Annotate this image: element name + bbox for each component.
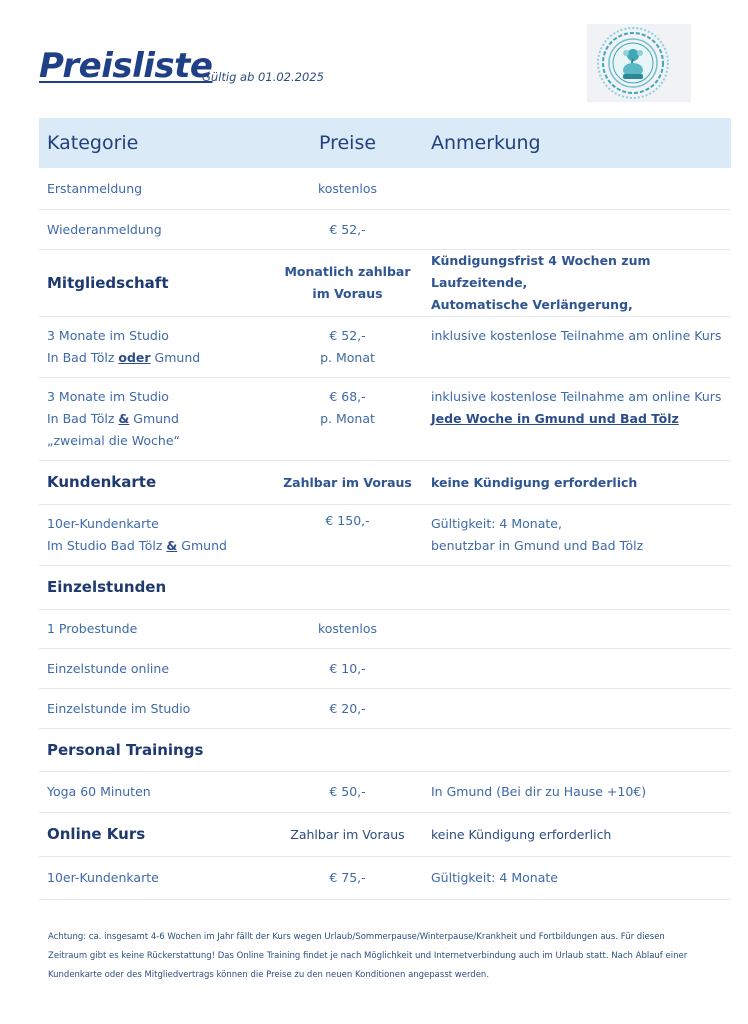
row-price: € 52,- [272,209,423,249]
row-category [39,316,272,377]
header-note: Anmerkung [423,118,731,168]
emphasis-text: & [118,410,130,426]
page-title: Preisliste [39,46,213,86]
table-row [39,771,731,812]
price-line: p. Monat [320,349,375,365]
row-category: Erstanmeldung [39,168,272,209]
category-line: 3 Monate im Studio [47,388,169,404]
category-line: „zweimal die Woche“ [47,432,181,448]
note-line: benutzbar in Gmund und Bad Tölz [431,537,644,553]
section-note: keine Kündigung erforderlich [423,460,731,504]
row-note: Gültigkeit: 4 Monate [423,856,731,899]
category-line: 3 Monate im Studio [47,327,169,343]
note-line: inklusive kostenlose Teilnahme am online Kurs [431,327,722,343]
section-row-einzelstunden [39,565,731,609]
section-label: Kundenkarte [39,460,272,504]
table-row [39,377,731,460]
row-note [423,316,731,377]
row-note [423,377,731,460]
table-row [39,856,731,899]
row-price: € 150,- [272,504,423,565]
row-price [272,316,423,377]
price-table [39,118,731,900]
note-link-text: Jede Woche in Gmund und Bad Tölz [431,410,679,426]
row-price: kostenlos [272,609,423,648]
category-text: Gmund [150,349,201,365]
section-price: Zahlbar im Voraus [272,460,423,504]
row-category: Einzelstunde im Studio [39,688,272,728]
section-label: Einzelstunden [39,565,272,609]
section-row-personal-trainings [39,728,731,771]
section-price [272,249,423,316]
category-text: Im Studio Bad Tölz [47,537,167,553]
row-price: kostenlos [272,168,423,209]
emphasis-text: & [166,537,178,553]
category-line: 10er-Kundenkarte [47,515,159,531]
row-price: € 50,- [272,771,423,812]
table-row [39,609,731,648]
row-price: € 20,- [272,688,423,728]
row-price: € 10,- [272,648,423,688]
category-line [47,535,264,557]
price-line: Monatlich zahlbar [284,263,411,279]
price-line: p. Monat [320,410,375,426]
section-row-online-kurs [39,812,731,856]
category-line [47,408,264,430]
price-line: € 68,- [329,388,366,404]
category-line [47,347,264,369]
table-header [39,118,731,168]
section-note [423,249,731,316]
table-row [39,168,731,209]
row-price: € 75,- [272,856,423,899]
row-category: Einzelstunde online [39,648,272,688]
row-category: 10er-Kundenkarte [39,856,272,899]
emphasis-text: oder [118,349,151,365]
price-line: € 52,- [329,327,366,343]
note-line: Kündigungsfrist 4 Wochen zum Laufzeitende, [431,252,651,290]
ganesha-mandala-icon [587,24,691,102]
category-text: In Bad Tölz [47,349,119,365]
price-line: im Voraus [312,285,383,301]
row-category [39,377,272,460]
section-row-mitgliedschaft [39,249,731,316]
table-row [39,209,731,249]
row-category: 1 Probestunde [39,609,272,648]
studio-logo [587,24,691,102]
section-label: Online Kurs [39,812,272,856]
row-note: In Gmund (Bei dir zu Hause +10€) [423,771,731,812]
table-row [39,688,731,728]
note-line: Gültigkeit: 4 Monate, [431,515,562,531]
category-text: In Bad Tölz [47,410,119,426]
valid-from-date: Gültig ab 01.02.2025 [202,70,324,84]
row-price [272,377,423,460]
table-row [39,316,731,377]
footer-notice: Achtung: ca. insgesamt 4-6 Wochen im Jahr fällt der Kurs wegen Urlaub/Sommerpause/Winterpause/Krankheit und Fortbildungen aus. Für diesen Zeitraum gibt es keine Rückerstattung! Das Online Training findet je nach Möglichkeit und Internetverbindung auch im Urlaub statt. Nach Ablauf einer Kundenkarte oder des Mitgliedvertrags können die Preise zu den neuen Konditionen angepasst werden. [48,932,688,980]
row-category: Wiederanmeldung [39,209,272,249]
header-category: Kategorie [39,118,272,168]
section-label: Mitgliedschaft [39,249,272,316]
category-text: Gmund [177,537,227,553]
row-category [39,504,272,565]
row-note [423,504,731,565]
section-row-kundenkarte [39,460,731,504]
section-note: keine Kündigung erforderlich [423,812,731,856]
table-row [39,504,731,565]
note-line: Automatische Verlängerung, [431,296,633,312]
section-price: Zahlbar im Voraus [272,812,423,856]
category-text: Gmund [129,410,179,426]
row-category: Yoga 60 Minuten [39,771,272,812]
note-line: inklusive kostenlose Teilnahme am online Kurs [431,388,722,404]
table-row [39,648,731,688]
section-label: Personal Trainings [39,728,272,771]
header-price: Preise [272,118,423,168]
